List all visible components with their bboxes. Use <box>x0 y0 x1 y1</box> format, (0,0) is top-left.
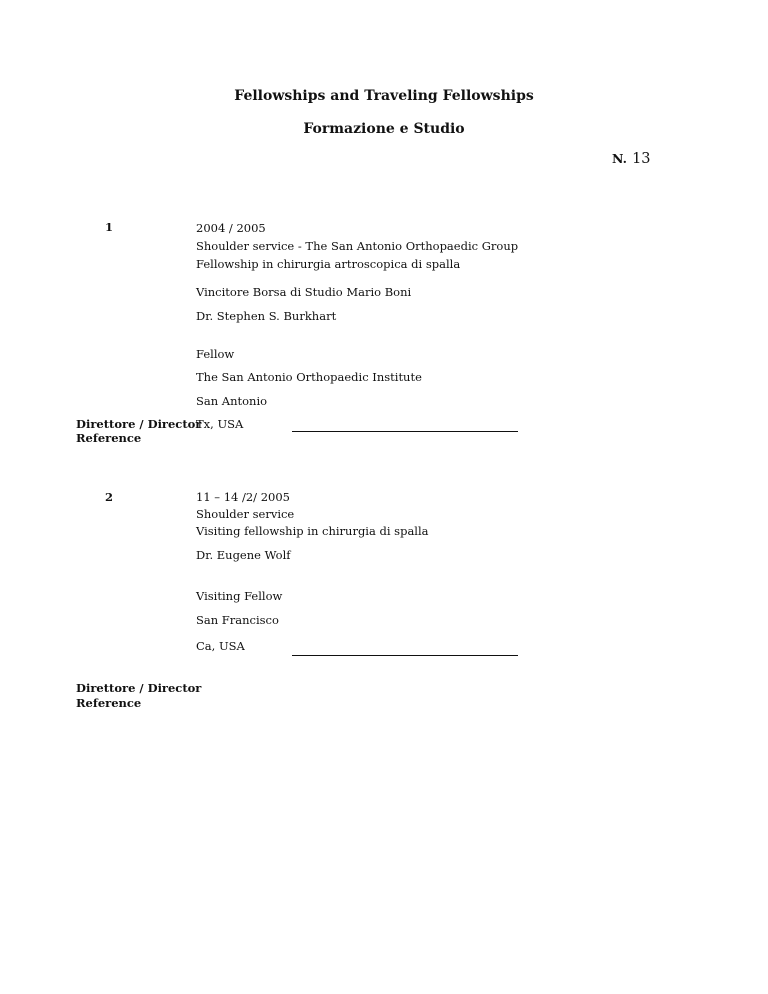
reference-signature-line <box>292 431 518 432</box>
entry-index: 1 <box>105 220 114 234</box>
entry-state: Tx, USA <box>196 417 244 431</box>
entry-role: Visiting Fellow <box>196 589 283 603</box>
entry-description: Fellowship in chirurgia artroscopica di spalla <box>196 257 461 271</box>
entry-role: Fellow <box>196 347 235 361</box>
reference-label: Reference <box>76 696 142 710</box>
director-label: Direttore / Director <box>76 681 202 695</box>
entry-institution: The San Antonio Orthopaedic Institute <box>196 370 422 384</box>
director-label: Direttore / Director <box>76 417 202 431</box>
entry-period: 11 – 14 /2/ 2005 <box>196 490 290 504</box>
entry-award: Vincitore Borsa di Studio Mario Boni <box>196 285 412 299</box>
entry-index: 2 <box>105 490 114 504</box>
entry-service: Shoulder service - The San Antonio Orthopaedic Group <box>196 239 519 253</box>
page-number <box>612 148 651 167</box>
entry-state: Ca, USA <box>196 639 245 653</box>
page-number-value: 13 <box>632 151 651 167</box>
entry-description: Visiting fellowship in chirurgia di spalla <box>196 524 429 538</box>
entry-city: San Francisco <box>196 613 279 627</box>
reference-signature-line <box>292 655 518 656</box>
entry-director: Dr. Stephen S. Burkhart <box>196 309 337 323</box>
entry-director: Dr. Eugene Wolf <box>196 548 291 562</box>
reference-label: Reference <box>76 431 142 445</box>
entry-city: San Antonio <box>196 394 268 408</box>
entry-period: 2004 / 2005 <box>196 221 266 235</box>
entry-service: Shoulder service <box>196 507 295 521</box>
document-subtitle: Formazione e Studio <box>303 121 465 137</box>
document-title: Fellowships and Traveling Fellowships <box>234 88 534 104</box>
page-number-label: N. <box>612 151 627 166</box>
